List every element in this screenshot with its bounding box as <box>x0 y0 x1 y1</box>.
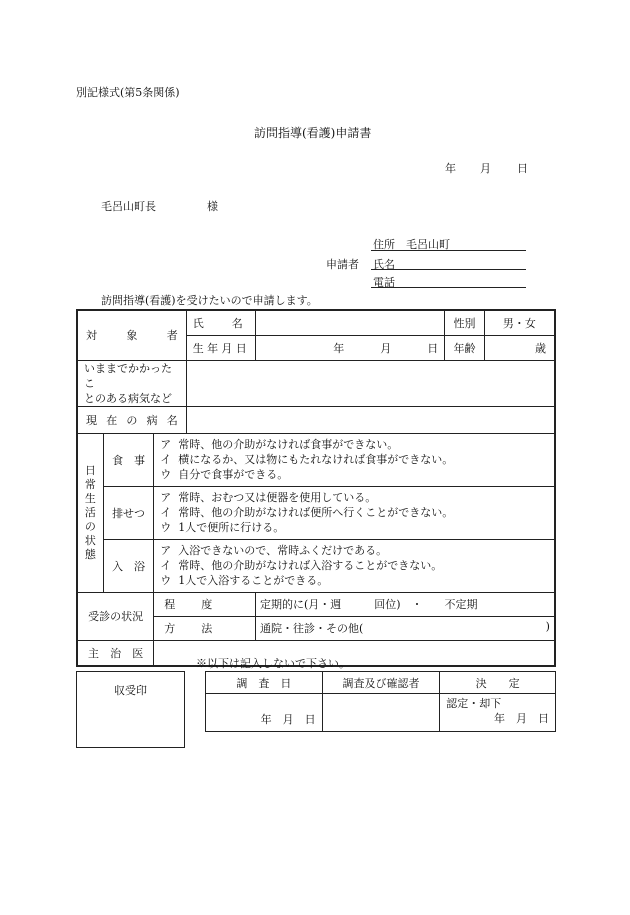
surveyor-field[interactable] <box>322 694 440 732</box>
excretion-option[interactable] <box>160 505 548 520</box>
statement: 訪問指導(看護)を受けたいので申請します。 <box>101 294 318 307</box>
method-label-cell: 方 法 <box>154 616 256 640</box>
receipt-stamp-box <box>76 671 185 748</box>
bath-option-text: 入浴できないので、常時ふくだけである。 <box>178 544 388 557</box>
excretion-option[interactable] <box>160 520 548 535</box>
bath-label: 入 浴 <box>103 539 153 592</box>
birth-day: 日 <box>427 341 439 355</box>
current-illness-label: 現 在 の 病 名 <box>77 406 186 433</box>
past-illness-label-line1: いままでかかったこ <box>84 361 172 390</box>
doctor-label: 主 治 医 <box>77 640 154 666</box>
date-day: 日 <box>517 162 528 175</box>
bath-option[interactable] <box>160 573 548 588</box>
address-value: 毛呂山町 <box>406 238 450 251</box>
meal-option-text: 常時、他の介助がなければ食事ができない。 <box>178 438 399 451</box>
birth-month: 月 <box>380 341 392 355</box>
excretion-option-key: ア <box>160 491 172 504</box>
bath-option-text: 1人で入浴することができる。 <box>178 574 329 587</box>
daily-life-char: 日 <box>84 463 96 477</box>
degree-label-cell: 程 度 <box>154 592 256 616</box>
address-line[interactable] <box>371 250 526 251</box>
degree-value[interactable]: 定期的に(月・週 回位) ・ 不定期 <box>255 592 555 616</box>
daily-life-vertical-text <box>84 464 96 562</box>
excretion-option-key: ウ <box>160 521 172 534</box>
excretion-option-text: 常時、おむつ又は便器を使用している。 <box>178 491 377 504</box>
bath-option-key: イ <box>160 559 172 572</box>
daily-life-char: 態 <box>84 547 96 561</box>
consultation-label: 受診の状況 <box>77 592 154 640</box>
date-month: 月 <box>480 162 491 175</box>
phone-line[interactable] <box>371 287 526 288</box>
daily-life-char: 活 <box>84 505 96 519</box>
excretion-label: 排せつ <box>103 486 153 539</box>
subject-label: 対 象 者 <box>86 329 178 343</box>
method-field[interactable] <box>255 616 555 640</box>
method-close: ) <box>545 620 550 633</box>
excretion-option-text: 常時、他の介助がなければ便所へ行くことができない。 <box>178 506 454 519</box>
bath-option[interactable] <box>160 558 548 573</box>
daily-life-char: の <box>84 519 96 533</box>
surveyor-label: 調査及び確認者 <box>322 672 440 694</box>
addressee: 毛呂山町長 <box>101 200 156 213</box>
meal-option-text: 自分で食事ができる。 <box>178 468 289 481</box>
office-use-note: ※以下は記入しないで下さい。 <box>196 657 350 670</box>
address-label: 住所 <box>373 238 395 251</box>
excretion-option-key: イ <box>160 506 172 519</box>
excretion-options[interactable] <box>154 486 555 539</box>
meal-option-key: ア <box>160 438 172 451</box>
bath-option-key: ア <box>160 544 172 557</box>
office-use-table <box>205 671 556 732</box>
subject-name-field[interactable] <box>255 310 444 335</box>
document-title: 訪問指導(看護)申請書 <box>254 126 372 140</box>
receipt-stamp-label: 収受印 <box>114 684 147 697</box>
past-illness-field[interactable] <box>186 360 555 406</box>
meal-options[interactable] <box>154 433 555 486</box>
meal-option[interactable] <box>160 452 548 467</box>
age-unit: 歳 <box>484 335 555 360</box>
past-illness-label-line2: とのある病気など <box>84 391 172 405</box>
meal-option-text: 横になるか、又は物にもたれなければ食事ができない。 <box>178 453 454 466</box>
daily-life-label <box>77 433 103 592</box>
meal-label: 食 事 <box>103 433 153 486</box>
current-illness-field[interactable] <box>186 406 555 433</box>
daily-life-char: 状 <box>84 533 96 547</box>
decision-field[interactable] <box>440 694 556 732</box>
application-table <box>76 309 556 667</box>
name-label-cell: 氏 名 <box>186 310 255 335</box>
meal-option[interactable] <box>160 437 548 452</box>
gender-label: 性別 <box>445 310 485 335</box>
birth-year: 年 <box>333 341 345 355</box>
gender-options[interactable]: 男・女 <box>484 310 555 335</box>
daily-life-char: 常 <box>84 477 96 491</box>
bath-option[interactable] <box>160 543 548 558</box>
name-label: 氏名 <box>373 258 395 271</box>
excretion-option[interactable] <box>160 490 548 505</box>
meal-option-key: イ <box>160 453 172 466</box>
past-illness-label <box>77 360 186 406</box>
survey-date-label: 調 査 日 <box>206 672 323 694</box>
age-label: 年齢 <box>445 335 485 360</box>
bath-option-key: ウ <box>160 574 172 587</box>
birth-date-field[interactable] <box>255 335 444 360</box>
name-line[interactable] <box>371 269 526 270</box>
daily-life-char: 生 <box>84 491 96 505</box>
decision-label: 決 定 <box>440 672 556 694</box>
decision-value-1: 認定・却下 <box>446 697 502 710</box>
birth-label-cell: 生 年 月 日 <box>186 335 255 360</box>
meal-option-key: ウ <box>160 468 172 481</box>
bath-option-text: 常時、他の介助がなければ入浴することができない。 <box>178 559 443 572</box>
date-year: 年 <box>445 162 456 175</box>
subject-label-cell <box>77 310 186 360</box>
honorific: 様 <box>207 200 218 213</box>
phone-label: 電話 <box>373 276 395 289</box>
excretion-option-text: 1人で便所に行ける。 <box>178 521 285 534</box>
meal-option[interactable] <box>160 467 548 482</box>
bath-options[interactable] <box>154 539 555 592</box>
method-value: 通院・往診・その他( <box>259 622 364 635</box>
decision-value-2: 年 月 日 <box>494 712 549 725</box>
form-reference: 別記様式(第5条関係) <box>76 86 180 99</box>
applicant-label: 申請者 <box>326 258 359 271</box>
survey-date-value[interactable]: 年 月 日 <box>206 694 323 732</box>
